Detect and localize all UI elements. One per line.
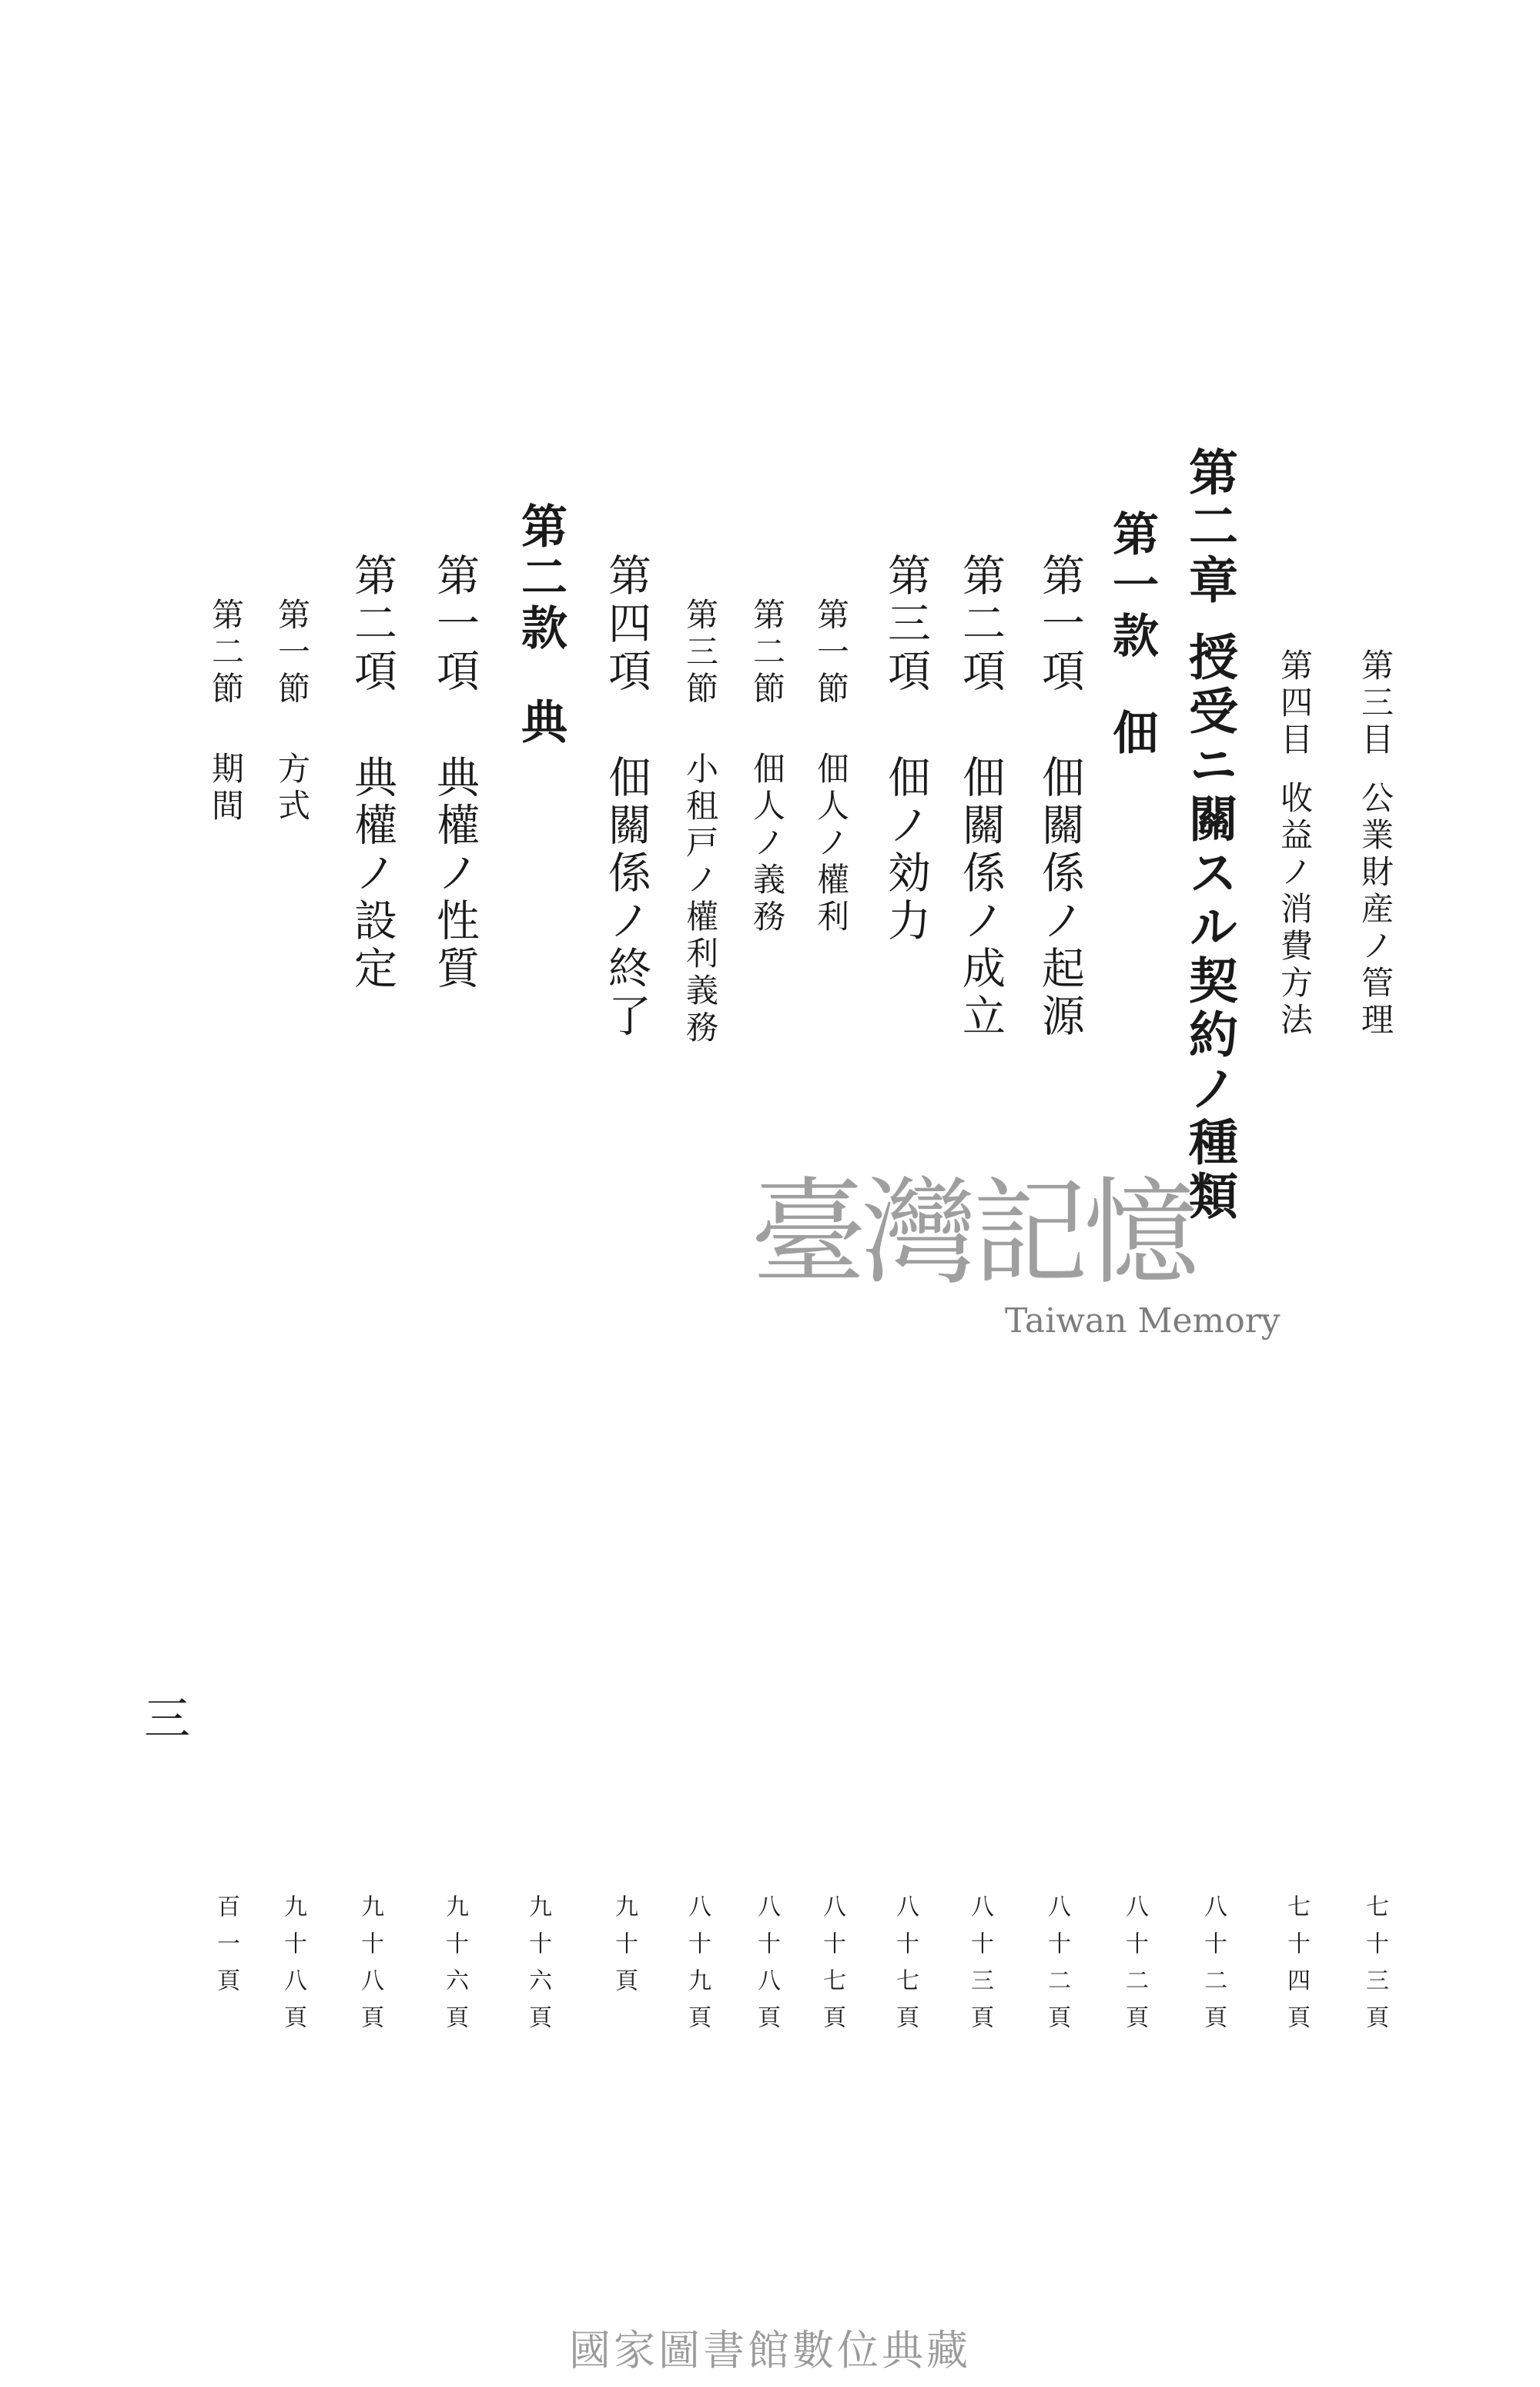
toc-entry-number: 第四目 xyxy=(1276,648,1314,759)
toc-entry-8 xyxy=(812,598,850,936)
toc-entry-14 xyxy=(347,553,397,993)
page-number: 九十八頁 xyxy=(357,1894,383,2042)
page-number: 九十八頁 xyxy=(280,1894,306,2042)
toc-entry-title: 公業財産ノ管理 xyxy=(1357,781,1394,1040)
toc-entry-title: 佃關係ノ成立 xyxy=(956,755,1006,1041)
toc-entry-title: 佃ノ効力 xyxy=(881,755,931,946)
page-number: 八十三頁 xyxy=(966,1894,993,2042)
toc-entry-title: 佃人ノ義務 xyxy=(748,752,786,936)
page-number: 八十二頁 xyxy=(1200,1894,1227,2042)
watermark-text: 臺灣記憶 xyxy=(751,1167,1195,1301)
toc-entry-title: 佃人ノ權利 xyxy=(812,752,850,936)
toc-entry-title: 典權ノ設定 xyxy=(347,755,397,993)
footer-caption: 國家圖書館數位典藏 xyxy=(569,2326,971,2375)
toc-entry-1 xyxy=(1357,648,1394,1040)
page-number: 九十六頁 xyxy=(524,1894,551,2042)
toc-entry-number: 第一節 xyxy=(273,598,311,708)
toc-entry-title: 小租戸ノ權利義務 xyxy=(681,752,719,1047)
toc-entry-number: 第一款 xyxy=(1105,510,1159,662)
page-number: 百一頁 xyxy=(213,1894,239,2005)
toc-entry-2 xyxy=(1276,648,1314,1040)
toc-entry-number: 第一項 xyxy=(430,553,480,696)
toc-entry-title: 方式 xyxy=(273,752,311,825)
toc-entry-title: 收益ノ消費方法 xyxy=(1276,781,1314,1040)
toc-entry-title: 授受ニ關スル契約ノ種類 xyxy=(1180,631,1238,1224)
watermark xyxy=(751,1167,1281,1363)
toc-entry-title: 佃 xyxy=(1105,708,1159,759)
page-number: 七十四頁 xyxy=(1283,1894,1310,2042)
page-number: 八十二頁 xyxy=(1121,1894,1148,2042)
toc-entry-number: 第二節 xyxy=(748,598,786,708)
page-number: 八十二頁 xyxy=(1043,1894,1070,2042)
page-number: 九十六頁 xyxy=(441,1894,468,2042)
toc-entry-number: 第四項 xyxy=(601,553,651,696)
toc-entry-number: 第三目 xyxy=(1357,648,1394,759)
page-number: 九十頁 xyxy=(611,1894,638,2005)
toc-entry-12 xyxy=(514,502,567,748)
toc-entry-title: 典 xyxy=(514,698,567,748)
toc-entry-number: 第三節 xyxy=(681,598,719,708)
toc-entry-title: 佃關係ノ終了 xyxy=(601,755,651,1041)
toc-entry-number: 第二項 xyxy=(956,553,1006,696)
page-number: 八十七頁 xyxy=(819,1894,845,2042)
toc-entry-4 xyxy=(1105,510,1159,759)
toc-entry-9 xyxy=(748,598,786,936)
toc-entry-7 xyxy=(881,553,931,946)
toc-entry-number: 第一項 xyxy=(1035,553,1085,696)
toc-entry-number: 第一節 xyxy=(812,598,850,708)
toc-entry-5 xyxy=(1035,553,1085,1041)
toc-entry-number: 第二節 xyxy=(207,598,245,708)
toc-entry-number: 第二章 xyxy=(1180,447,1238,608)
page-number: 八十七頁 xyxy=(892,1894,919,2042)
toc-entry-13 xyxy=(430,553,480,993)
toc-entry-3 xyxy=(1180,447,1238,1224)
page-number: 八十八頁 xyxy=(753,1894,780,2042)
watermark-caption: Taiwan Memory xyxy=(1005,1301,1281,1341)
toc-entry-number: 第二款 xyxy=(514,502,567,654)
folio: 三 xyxy=(136,1694,190,1740)
toc-entry-number: 第三項 xyxy=(881,553,931,696)
toc-entry-16 xyxy=(207,598,245,825)
toc-entry-11 xyxy=(601,553,651,1041)
toc-entry-number: 第二項 xyxy=(347,553,397,696)
toc-entry-10 xyxy=(681,598,719,1047)
toc-entry-title: 佃關係ノ起源 xyxy=(1035,755,1085,1041)
toc-entry-title: 典權ノ性質 xyxy=(430,755,480,993)
toc-entry-15 xyxy=(273,598,311,825)
page-number: 七十三頁 xyxy=(1361,1894,1388,2042)
page-number: 八十九頁 xyxy=(684,1894,711,2042)
toc-entry-title: 期間 xyxy=(207,752,245,825)
toc-entry-6 xyxy=(956,553,1006,1041)
